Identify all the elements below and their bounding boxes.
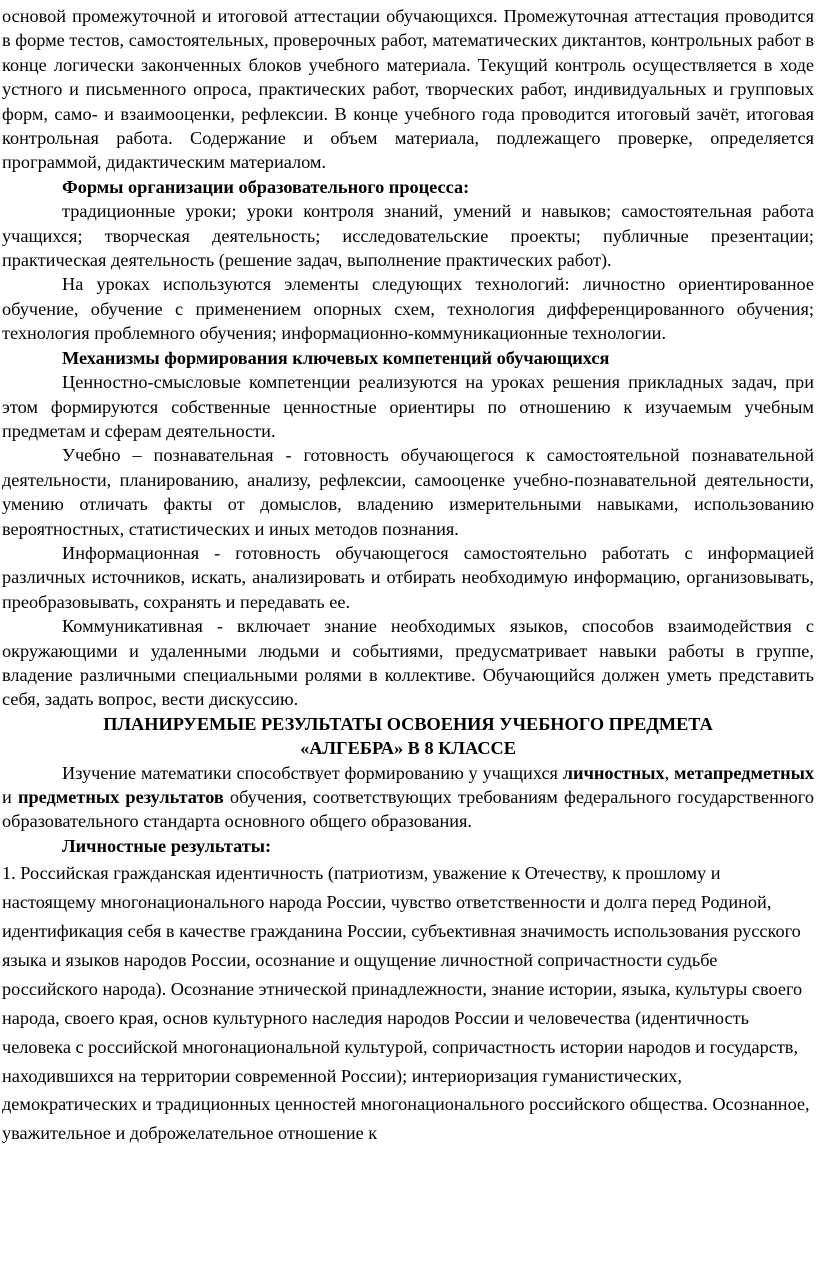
heading-personal-results: Личностные результаты: xyxy=(62,835,272,856)
paragraph-information-competence: Информационная - готовность обучающегося самостоятельно работать с информацией различных источников, искать, анализировать и отбирать необходимую информацию, организовывать, преобразовывать, сохранять и передавать ее. xyxy=(2,542,814,612)
intro-text-1: Изучение математики способствует формированию у учащихся xyxy=(62,762,563,783)
intro-bold-subject: предметных результатов xyxy=(17,787,224,807)
heading-mechanisms: Механизмы формирования ключевых компетенций обучающихся xyxy=(62,347,610,368)
paragraph-cognitive-competence: Учебно – познавательная - готовность обучающегося к самостоятельной познавательной деятельности, планированию, анализу, рефлексии, самооценке учебно-познавательной деятельности, умению отличать факты от домыслов, владению измерительными навыками, использованию вероятностных, статистических и иных методов познания. xyxy=(2,445,814,539)
paragraph-technologies: На уроках используются элементы следующих технологий: личностно ориентированное обучение, обучение с применением опорных схем, технология дифференцированного обучения; технология проблемного обучения; информационно-коммуникационные технологии. xyxy=(2,274,814,344)
paragraph-communicative-competence: Коммуникативная - включает знание необходимых языков, способов взаимодействия с окружающими и удаленными людьми и событиями, предусматривает навыки работы в группе, владение различными специальными ролями в коллективе. Обучающийся должен уметь представить себя, задать вопрос, вести дискуссию. xyxy=(2,616,814,710)
section-title-line-1: ПЛАНИРУЕМЫЕ РЕЗУЛЬТАТЫ ОСВОЕНИЯ УЧЕБНОГО ПРЕДМЕТА xyxy=(103,713,713,734)
paragraph-attestation: основой промежуточной и итоговой аттестации обучающихся. Промежуточная аттестация проводится в форме тестов, самостоятельных, проверочных работ, математических диктантов, контрольных работ в конце логически законченных блоков учебного материала. Текущий контроль осуществляется в ходе устного и письменного опроса, практических работ, творческих работ, индивидуальных и групповых форм, само- и взаимооценки, рефлексии. В конце учебного года проводится итоговый зачёт, итоговая контрольная работа. Содержание и объем материала, подлежащего проверке, определяется программой, дидактическим материалом. xyxy=(2,6,814,173)
intro-text-2: , xyxy=(664,762,675,783)
paragraph-intro xyxy=(2,761,814,834)
list-item-1: 1. Российская гражданская идентичность (патриотизм, уважение к Отечеству, к прошлому и настоящему многонационального народа России, чувство ответственности и долга перед Родиной, идентификация себя в качестве гражданина России, субъективная значимость использования русского языка и языков народов России, осознание и ощущение личностной сопричастности судьбе российского народа). Осознание этнической принадлежности, знание истории, языка, культуры своего народа, своего края, основ культурного наследия народов России и человечества (идентичность человека с российской многонациональной культурой, сопричастность истории народов и государств, находившихся на территории современной России); интериоризация гуманистических, демократических и традиционных ценностей многонационального российского общества. Осознанное, уважительное и доброжелательное отношение к xyxy=(2,863,810,1144)
intro-text-3: и xyxy=(2,787,18,807)
heading-forms: Формы организации образовательного процесса: xyxy=(62,176,470,197)
intro-bold-metasubject: метапредметных xyxy=(674,762,815,783)
paragraph-forms: традиционные уроки; уроки контроля знаний, умений и навыков; самостоятельная работа учащихся; творческая деятельность; исследовательские проекты; публичные презентации; практическая деятельность (решение задач, выполнение практических работ). xyxy=(2,201,814,271)
paragraph-value-competence: Ценностно-смысловые компетенции реализуются на уроках решения прикладных задач, при этом формируются собственные ценностные ориентиры по отношению к изучаемым учебным предметам и сферам деятельности. xyxy=(2,372,814,441)
intro-bold-personal: личностных xyxy=(562,762,665,783)
section-title-line-2: «АЛГЕБРА» В 8 КЛАССЕ xyxy=(300,738,516,759)
intro-text-4: обучения, соответствующих требованиям федерального государственного образовательного стандарта основного общего образования. xyxy=(2,787,814,832)
